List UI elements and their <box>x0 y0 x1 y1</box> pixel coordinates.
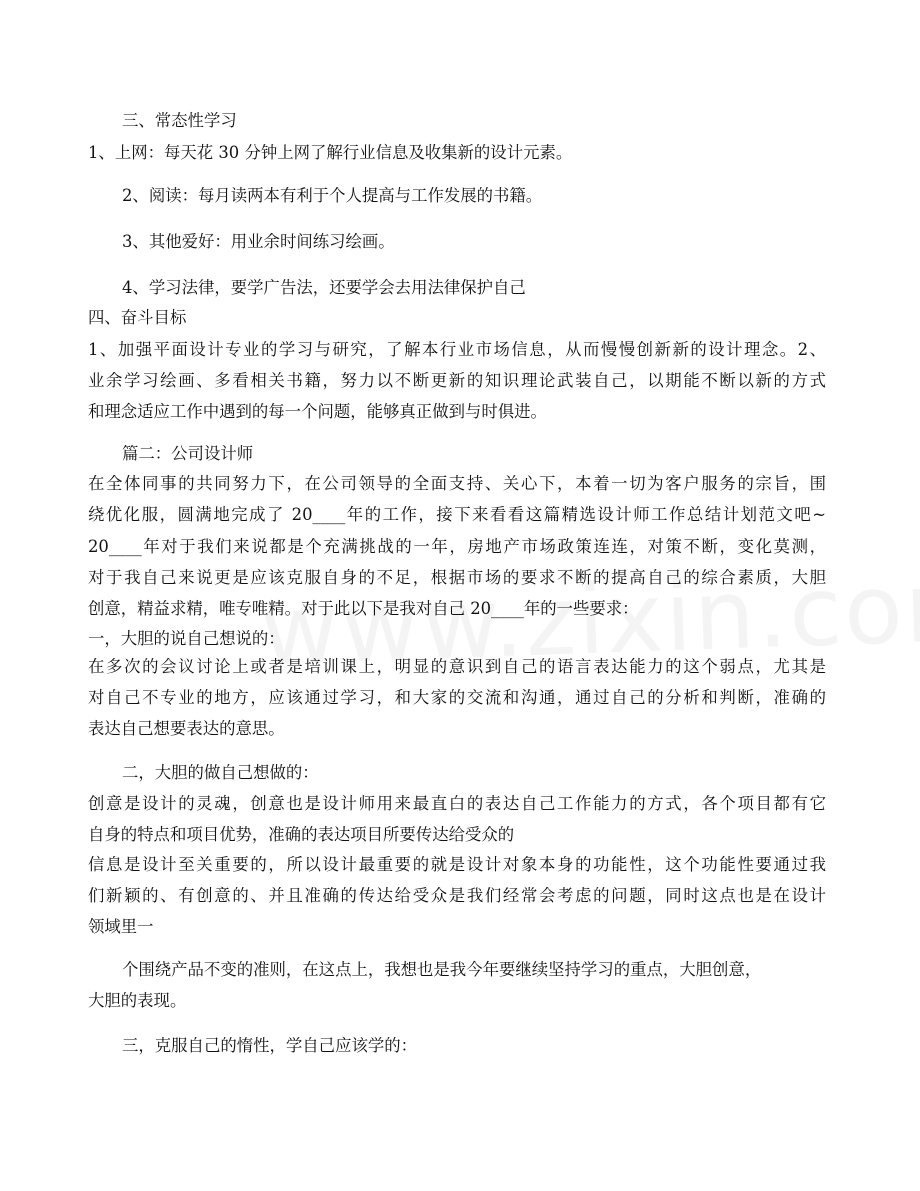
paragraph-line: 们新颖的、有创意的、并且准确的传达给受众是我们经常会考虑的问题，同时这点也是在设计 <box>88 886 826 905</box>
paragraph-line: 绕优化服，圆满地完成了 20____年的工作，接下来看看这篇精选设计师工作总结计划范文吧~ <box>88 505 826 524</box>
heading-part-two: 篇二：公司设计师 <box>122 444 254 463</box>
paragraph-line: 1、加强平面设计专业的学习与研究，了解本行业市场信息，从而慢慢创新新的设计理念。2、 <box>88 340 826 359</box>
paragraph-line: 在全体同事的共同努力下，在公司领导的全面支持、关心下，本着一切为客户服务的宗旨，围 <box>88 474 826 493</box>
paragraph-line: 20____年对于我们来说都是个充满挑战的一年，房地产市场政策连连，对策不断，变化莫测， <box>88 537 826 556</box>
heading-overcome-laziness: 三，克服自己的惰性，学自己应该学的： <box>122 1036 418 1055</box>
paragraph-line: 4、学习法律，要学广告法，还要学会去用法律保护自己 <box>122 278 526 297</box>
heading-goals: 四、奋斗目标 <box>88 308 187 327</box>
paragraph-line: 对自己不专业的地方，应该通过学习，和大家的交流和沟通，通过自己的分析和判断，准确的 <box>88 688 826 707</box>
heading-routine-study: 三、常态性学习 <box>122 111 237 130</box>
paragraph-line: 和理念适应工作中遇到的每一个问题，能够真正做到与时俱进。 <box>88 402 547 421</box>
paragraph-line: 2、阅读：每月读两本有利于个人提高与工作发展的书籍。 <box>122 186 543 205</box>
heading-act-boldly: 二，大胆的做自己想做的： <box>122 763 319 782</box>
paragraph-line: 创意，精益求精，唯专唯精。对于此以下是我对自己 20____年的一些要求： <box>88 599 639 618</box>
paragraph-line: 领域里一 <box>88 917 154 936</box>
paragraph-line: 大胆的表现。 <box>88 991 187 1010</box>
paragraph-line: 个围绕产品不变的准则，在这点上，我想也是我今年要继续坚持学习的重点，大胆创意， <box>122 960 762 979</box>
paragraph-line: 1、上网：每天花 30 分钟上网了解行业信息及收集新的设计元素。 <box>88 143 573 162</box>
paragraph-line: 3、其他爱好：用业余时间练习绘画。 <box>122 232 395 251</box>
paragraph-line: 在多次的会议讨论上或者是培训课上，明显的意识到自己的语言表达能力的这个弱点，尤其是 <box>88 657 826 676</box>
paragraph-line: 信息是设计至关重要的，所以设计最重要的就是设计对象本身的功能性，这个功能性要通过我 <box>88 855 826 874</box>
paragraph-line: 对于我自己来说更是应该克服自身的不足，根据市场的要求不断的提高自己的综合素质，大胆 <box>88 568 826 587</box>
paragraph-line: 业余学习绘画、多看相关书籍，努力以不断更新的知识理论武装自己，以期能不断以新的方式 <box>88 371 826 390</box>
paragraph-line: 创意是设计的灵魂，创意也是设计师用来最直白的表达自己工作能力的方式，各个项目都有它 <box>88 794 826 813</box>
paragraph-line: 表达自己想要表达的意思。 <box>88 719 285 738</box>
heading-speak-boldly: 一，大胆的说自己想说的： <box>88 629 285 648</box>
paragraph-line: 自身的特点和项目优势，准确的表达项目所要传达给受众的 <box>88 825 515 844</box>
